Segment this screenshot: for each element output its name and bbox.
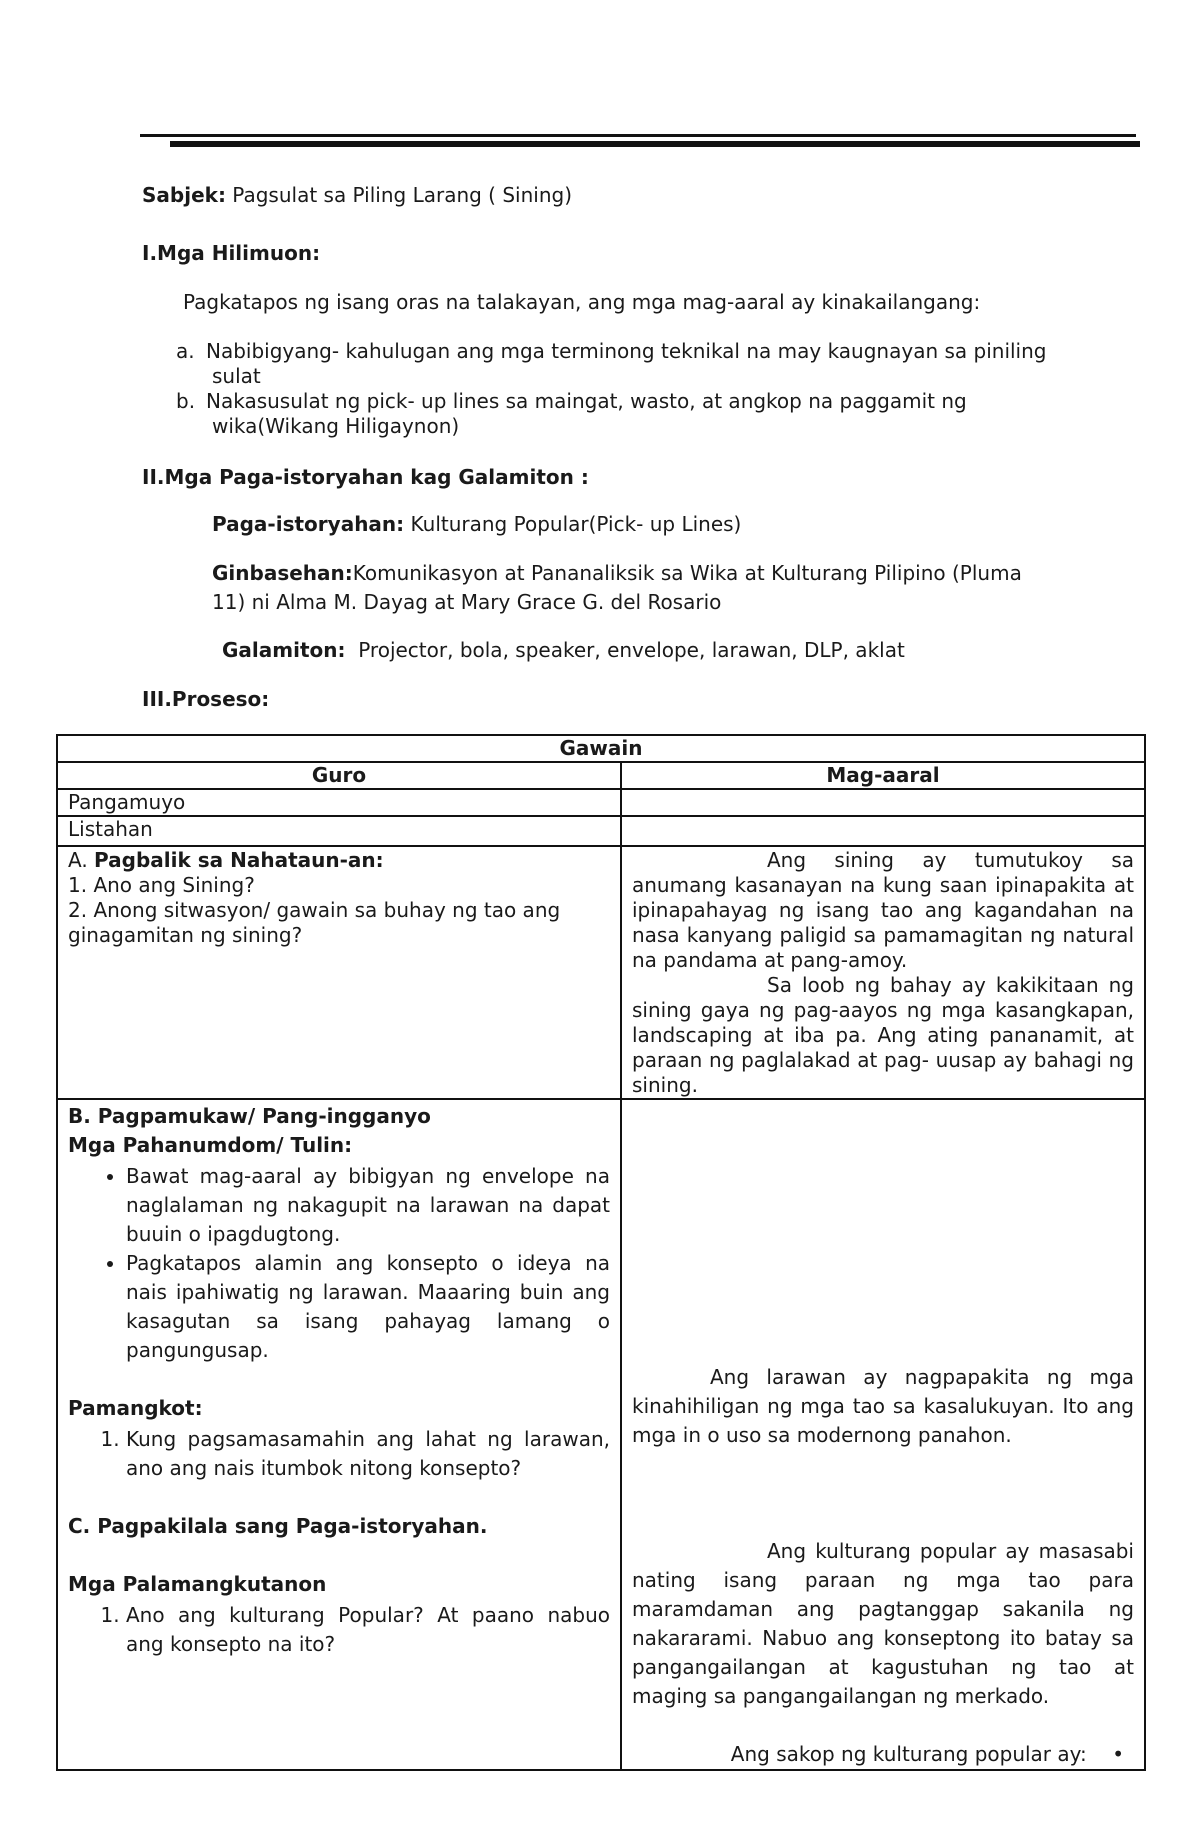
row-c-scope [632, 1740, 1134, 1769]
row-prayer-empty [621, 789, 1145, 816]
col-teacher-header: Guro [57, 762, 621, 789]
row-a-answer-2: Sa loob ng bahay ay kakikitaan ng sining gaya ng pag-aayos ng mga kasangkapan, landscaping at iba pa. Ang ating pananamit, at paraan ng paglalakad at pag- uusap ay bahagi ng sining. [632, 973, 1134, 1097]
source-line [212, 561, 1022, 586]
row-c-question-list [68, 1601, 610, 1659]
materials-label: Galamiton: [222, 638, 346, 662]
list-item: • Pagkatapos alamin ang konsepto o ideya na nais ipahiwatig ng larawan. Maaaring buin ang kasagutan sa isang pahayag lamang o pangungusap. [126, 1249, 610, 1365]
row-c-scope-bullet: • [1112, 1742, 1124, 1766]
table-row [57, 789, 1145, 816]
objective-a-line2: sulat [212, 364, 261, 388]
materials-line [222, 638, 905, 663]
source-value-line1: Komunikasyon at Pananaliksik sa Wika at Kulturang Pilipino (Pluma [352, 561, 1022, 585]
table-header-row [57, 762, 1145, 789]
table-row-a [57, 846, 1145, 1099]
row-b-question-list [68, 1425, 610, 1483]
objective-b [176, 389, 967, 414]
table-title-row [57, 735, 1145, 762]
objective-b-marker: b. [176, 389, 196, 413]
table-title: Gawain [57, 735, 1145, 762]
list-item: 1. Ano ang kulturang Popular? At paano nabuo ang konsepto na ito? [126, 1601, 610, 1659]
row-b-heading: B. Pagpamukaw/ Pang-ingganyo [68, 1104, 431, 1128]
row-a-question-1: 1. Ano ang Sining? [68, 873, 255, 897]
topic-label: Paga-istoryahan: [212, 512, 405, 536]
subject-label: Sabjek: [142, 183, 226, 207]
header-rule-thick [170, 141, 1140, 147]
subject-value: Pagsulat sa Piling Larang ( Sining) [232, 183, 572, 207]
row-a-answer-1: Ang sining ay tumutukoy sa anumang kasanayan na kung saan ipinapakita at ipinapahayag ng isang tao ang kagandahan na nasa kanyang paligid sa pamamagitan ng natural na pandama at pang-amoy. [632, 848, 1134, 972]
row-list-label: Listahan [57, 816, 621, 846]
section3-title: III.Proseso: [142, 687, 270, 711]
process-table [56, 734, 1146, 1771]
source-value-line2: 11) ni Alma M. Dayag at Mary Grace G. del Rosario [212, 590, 722, 614]
objective-b-line2: wika(Wikang Hiligaynon) [212, 414, 460, 438]
row-c-heading: C. Pagpakilala sang Paga-istoryahan. [68, 1514, 488, 1538]
subject-line [142, 183, 572, 208]
row-a-question-2: 2. Anong sitwasyon/ gawain sa buhay ng tao ang ginagamitan ng sining? [68, 898, 561, 947]
row-b-reminders-title: Mga Pahanumdom/ Tulin: [68, 1133, 353, 1157]
objective-b-line1: Nakasusulat ng pick- up lines sa maingat, wasto, at angkop na paggamit ng [206, 389, 967, 413]
header-rule-thin [140, 134, 1136, 137]
topic-value: Kulturang Popular(Pick- up Lines) [410, 512, 742, 536]
topic-line [212, 512, 741, 537]
list-item: 1. Kung pagsamasamahin ang lahat ng larawan, ano ang nais itumbok nitong konsepto? [126, 1425, 610, 1483]
row-bc-student [621, 1099, 1145, 1770]
row-c-scope-text: Ang sakop ng kulturang popular ay: [730, 1742, 1087, 1766]
row-a-heading-text: Pagbalik sa Nahataun-an: [94, 848, 384, 872]
section2-title: II.Mga Paga-istoryahan kag Galamiton : [142, 465, 589, 489]
row-bc-teacher [57, 1099, 621, 1770]
materials-value: Projector, bola, speaker, envelope, larawan, DLP, aklat [358, 638, 905, 662]
col-student-header: Mag-aaral [621, 762, 1145, 789]
row-b-bullet-list [68, 1162, 610, 1365]
row-b-answer: Ang larawan ay nagpapakita ng mga kinahihiligan ng mga tao sa kasalukuyan. Ito ang mga in o uso sa modernong panahon. [632, 1365, 1134, 1447]
table-row [57, 816, 1145, 846]
objective-a-line1: Nabibigyang- kahulugan ang mga terminong teknikal na may kaugnayan sa piniling [206, 339, 1047, 363]
source-label: Ginbasehan: [212, 561, 353, 585]
row-a-student [621, 846, 1145, 1099]
list-item: • Bawat mag-aaral ay bibigyan ng envelope na naglalaman ng nakagupit na larawan na dapat buuin o ipagdugtong. [126, 1162, 610, 1249]
row-c-answer: Ang kulturang popular ay masasabi nating isang paraan ng mga tao para maramdaman ang pagtanggap sakanila ng nakararami. Nabuo ang konseptong ito batay sa pangangailangan at kagustuhan ng tao at maging sa pangangailangan ng merkado. [632, 1539, 1134, 1708]
row-prayer-label: Pangamuyo [57, 789, 621, 816]
row-b-question-title: Pamangkot: [68, 1396, 203, 1420]
row-c-questions-title: Mga Palamangkutanon [68, 1572, 327, 1596]
row-a-heading [68, 848, 610, 873]
objective-a-marker: a. [176, 339, 195, 363]
row-a-heading-prefix: A. [68, 848, 88, 872]
row-a-teacher [57, 846, 621, 1099]
table-row-bc [57, 1099, 1145, 1770]
section1-title: I.Mga Hilimuon: [142, 241, 321, 265]
row-list-empty [621, 816, 1145, 846]
objective-a [176, 339, 1046, 364]
section1-intro: Pagkatapos ng isang oras na talakayan, ang mga mag-aaral ay kinakailangang: [183, 290, 981, 314]
